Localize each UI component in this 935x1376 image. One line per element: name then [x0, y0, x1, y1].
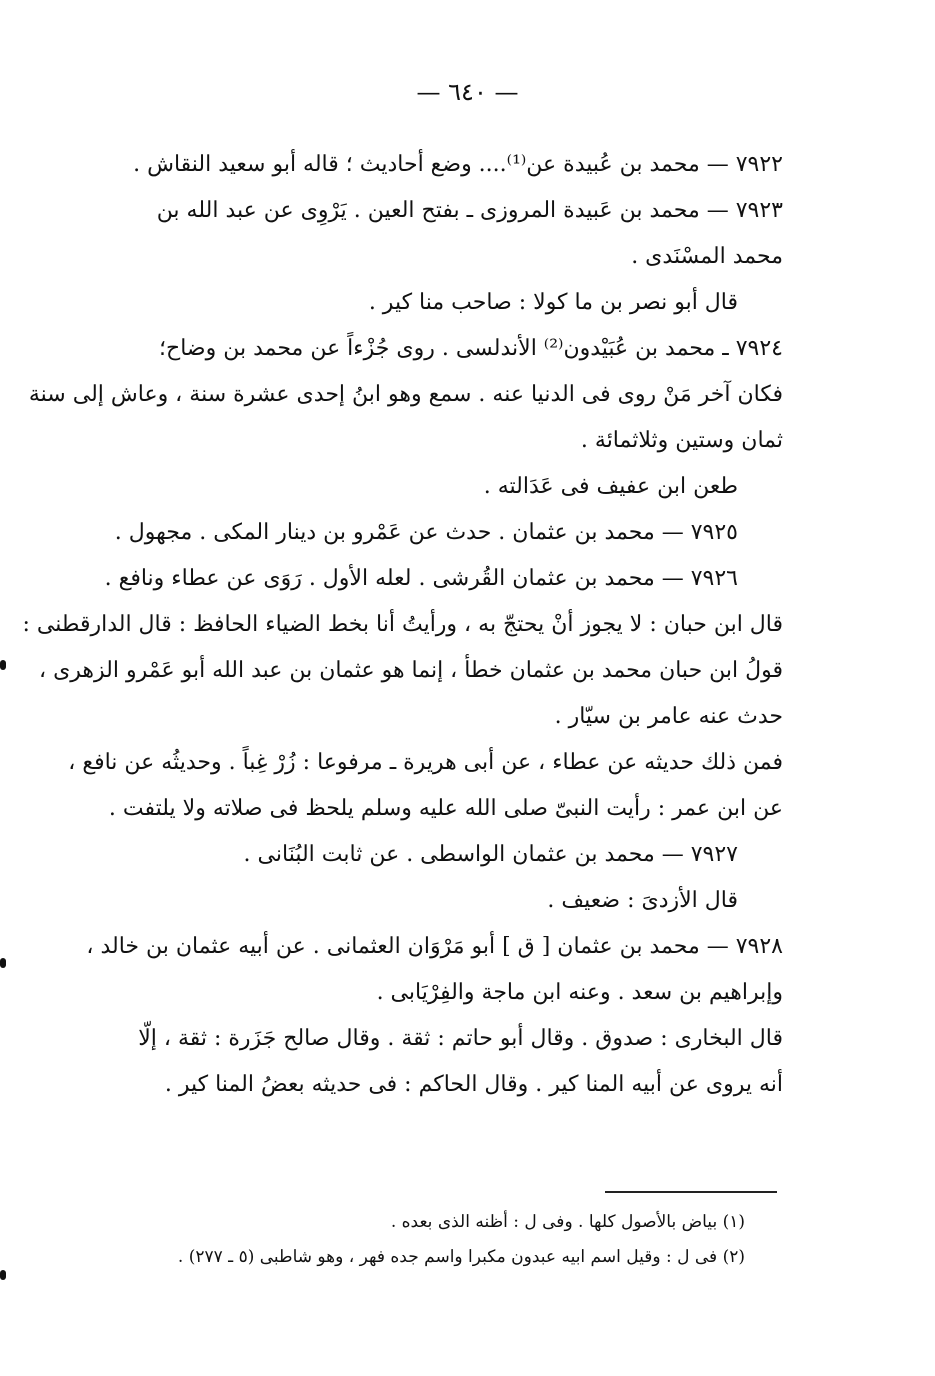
footnote-2: (٢) فى ل : وقيل اسم ابيه عبدون مكبرا واسم جده فهر ، وهو شاطبى (٥ ـ ٢٧٧) .: [177, 1247, 745, 1267]
entry-7928-line: ٧٩٢٨ — محمد بن عثمان [ ق ] أبو مَرْوَان العثمانى . عن أبيه عثمان بن خالد ،: [86, 934, 783, 959]
footnotes: [105, 1205, 745, 1275]
comment-line: قال الأزدىَ : ضعيف .: [547, 888, 738, 913]
comment-continuation: أنه يروى عن أبيه المنا كير . وقال الحاكم : فى حديثه بعضُ المنا كير .: [164, 1072, 783, 1097]
main-text: [22, 142, 783, 1108]
comment-continuation: عن ابن عمر : رأيت النبىّ صلى الله عليه وسلم يلحظ فى صلاته ولا يلتفت .: [108, 796, 783, 821]
page-number: — ٦٤٠ —: [416, 78, 519, 106]
entry-7928-continuation: وإبراهيم بن سعد . وعنه ابن ماجة والفِرْيَابى .: [376, 980, 783, 1005]
entry-7923-line: ٧٩٢٣ — محمد بن عَبيدة المروزى ـ بفتح العين . يَرْوِى عن عبد الله بن: [156, 198, 783, 223]
scan-edge-mark: [0, 1270, 6, 1280]
scan-edge-mark: [0, 660, 6, 670]
comment-line: فمن ذلك حديثه عن عطاء ، عن أبى هريرة ـ مرفوعا : زُرْ غِباً . وحديثُه عن نافع ،: [68, 750, 783, 775]
entry-7926-line: ٧٩٢٦ — محمد بن عثمان القُرشى . لعله الأول . رَوَى عن عطاء ونافع .: [104, 566, 738, 591]
scan-edge-mark: [0, 958, 6, 968]
comment-line: قال ابن حبان : لا يجوز أنْ يحتجّ به ، ورأيتُ أنا بخط الضياء الحافظ : قال الدارقطنى :: [22, 612, 783, 637]
entry-7923-continuation: محمد المسْنَدى .: [631, 244, 783, 269]
comment-line: قال أبو نصر بن ما كولا : صاحب منا كير .: [368, 290, 738, 315]
entry-7922-line: ٧٩٢٢ — محمد بن عُبيدة عن⁽¹⁾.... وضع أحاديث ؛ قاله أبو سعيد النقاش .: [133, 152, 783, 177]
entry-7927-line: ٧٩٢٧ — محمد بن عثمان الواسطى . عن ثابت البُنَانى .: [243, 842, 738, 867]
footnote-1: (١) بياض بالأصول كلها . وفى ل : أظنه الذى بعده .: [390, 1212, 745, 1232]
entry-7924-continuation: فكان آخر مَنْ روى فى الدنيا عنه . سمع وهو ابنُ إحدى عشرة سنة ، وعاش إلى سنة: [28, 382, 783, 407]
footnote-divider: [605, 1191, 777, 1193]
comment-line: قال البخارى : صدوق . وقال أبو حاتم : ثقة . وقال صالح جَزَرة : ثقة ، إلّا: [138, 1026, 783, 1051]
entry-7924-continuation: ثمان وستين وثلاثمائة .: [580, 428, 783, 453]
comment-continuation: حدث عنه عامر بن سيّار .: [554, 704, 783, 729]
entry-7924-line: ٧٩٢٤ ـ محمد بن عُبَيْدون⁽²⁾ الأندلسى . روى جُزْءاً عن محمد بن وضاح؛: [159, 336, 783, 361]
entry-7925-line: ٧٩٢٥ — محمد بن عثمان . حدث عن عَمْرو بن دينار المكى . مجهول .: [114, 520, 738, 545]
comment-line: طعن ابن عفيف فى عَدَالته .: [483, 474, 738, 499]
comment-continuation: قولُ ابن حبان محمد بن عثمان خطأ ، إنما هو عثمان بن عبد الله أبو عَمْرو الزهرى ،: [38, 658, 783, 683]
